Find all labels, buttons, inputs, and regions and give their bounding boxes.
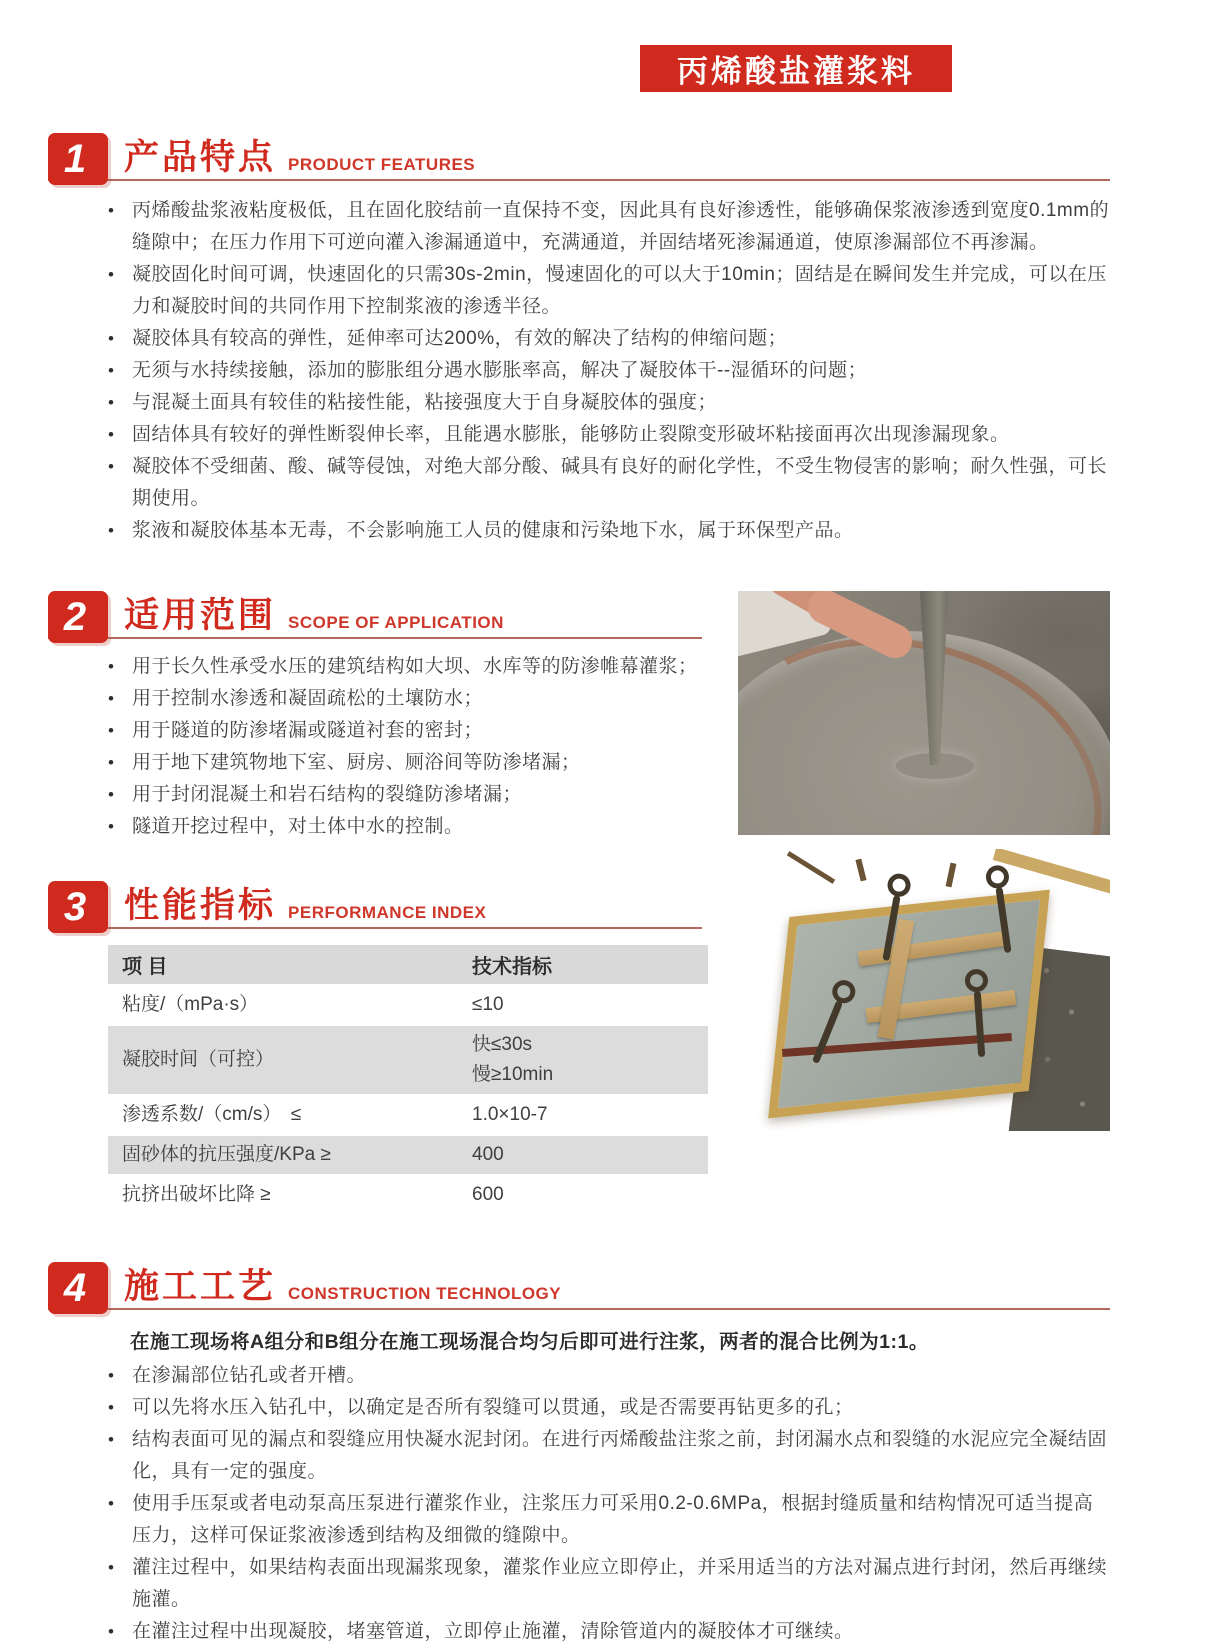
section-2-title: 适用范围 <box>124 596 277 635</box>
list-item: • 隧道开挖过程中，对土体中水的控制。 <box>104 811 702 843</box>
table-cell-value <box>458 1026 708 1094</box>
table-cell-value: 400 <box>458 1136 708 1174</box>
wood-stick <box>787 851 835 884</box>
table-row <box>108 1096 708 1134</box>
list-item: • 灌注过程中，如果结构表面出现漏浆现象，灌浆作业应立即停止，并采用适当的方法对漏点进行封闭，然后再继续施灌。 <box>104 1552 1110 1616</box>
list-item: • 用于地下建筑物地下室、厨房、厕浴间等防渗堵漏； <box>104 747 702 779</box>
section-4-number-badge: 4 <box>48 1262 108 1314</box>
section-1-subtitle: PRODUCT FEATURES <box>288 155 476 174</box>
section-3-subtitle: PERFORMANCE INDEX <box>288 903 487 922</box>
performance-table <box>108 943 708 1216</box>
list-item: • 用于隧道的防渗堵漏或隧道衬套的密封； <box>104 715 702 747</box>
list-item: • 浆液和凝胶体基本无毒，不会影响施工人员的健康和污染地下水，属于环保型产品。 <box>104 515 1110 547</box>
table-cell-item: 固砂体的抗压强度/KPa ≥ <box>108 1136 458 1174</box>
section-2-header <box>48 583 702 639</box>
table-row <box>108 986 708 1024</box>
section-3-number-badge: 3 <box>48 881 108 933</box>
list-item: • 凝胶体不受细菌、酸、碱等侵蚀，对绝大部分酸、碱具有良好的耐化学性，不受生物侵害的影响；耐久性强，可长期使用。 <box>104 451 1110 515</box>
table-cell-item: 凝胶时间（可控） <box>108 1026 458 1094</box>
section-4-subtitle: CONSTRUCTION TECHNOLOGY <box>288 1284 562 1303</box>
section-3-header <box>48 873 702 929</box>
table-cell-value: 600 <box>472 1184 504 1205</box>
formwork-photo <box>738 849 1110 1131</box>
construction-steps-list <box>104 1360 1110 1648</box>
list-item: • 用于封闭混凝土和岩石结构的裂缝防渗堵漏； <box>104 779 702 811</box>
table-row <box>108 1026 708 1094</box>
section-4-title: 施工工艺 <box>124 1267 277 1306</box>
list-item: • 在渗漏部位钻孔或者开槽。 <box>104 1360 1110 1392</box>
table-cell-item: 渗透系数/（cm/s） ≤ <box>122 1104 302 1125</box>
column-header-spec: 技术指标 <box>458 945 708 984</box>
list-item: • 可以先将水压入钻孔中，以确定是否所有裂缝可以贯通，或是否需要再钻更多的孔； <box>104 1392 1110 1424</box>
list-item: • 结构表面可见的漏点和裂缝应用快凝水泥封闭。在进行丙烯酸盐注浆之前，封闭漏水点和裂缝的水泥应完全凝结固化，具有一定的强度。 <box>104 1424 1110 1488</box>
section-product-features <box>48 125 1110 547</box>
table-cell-item: 粘度/（mPa·s） <box>122 994 259 1015</box>
column-header-item: 项 目 <box>108 945 458 984</box>
scope-list <box>104 651 702 843</box>
slurry-pour-photo <box>738 591 1110 835</box>
middle-left-column <box>48 583 702 1216</box>
product-title-banner: 丙烯酸盐灌浆料 <box>640 45 952 92</box>
section-1-header <box>48 125 1110 181</box>
table-row <box>108 1176 708 1214</box>
list-item: • 使用手压泵或者电动泵高压泵进行灌浆作业，注浆压力可采用0.2-0.6MPa，根据封缝质量和结构情况可适当提高压力，这样可保证浆液渗透到结构及细微的缝隙中。 <box>104 1488 1110 1552</box>
table-cell-item: 抗挤出破坏比降 ≥ <box>122 1184 271 1205</box>
wood-plank <box>993 849 1110 896</box>
list-item: • 在灌注过程中出现凝胶，堵塞管道，立即停止施灌，清除管道内的凝胶体才可继续。 <box>104 1616 1110 1648</box>
list-item: • 丙烯酸盐浆液粘度极低，且在固化胶结前一直保持不变，因此具有良好渗透性，能够确保浆液渗透到宽度0.1mm的缝隙中；在压力作用下可逆向灌入渗漏通道中，充满通道，并固结堵死渗漏通道，使原渗漏部位不再渗漏。 <box>104 195 1110 259</box>
section-construction-technology <box>48 1254 1110 1648</box>
construction-intro: 在施工现场将A组分和B组分在施工现场混合均匀后即可进行注浆，两者的混合比例为1:1。 <box>130 1331 929 1353</box>
table-header-row <box>108 945 708 984</box>
table-cell-value: ≤10 <box>472 994 504 1015</box>
value-line-slow: 慢≥10min <box>472 1064 554 1085</box>
wood-stick <box>946 863 957 888</box>
section-4-header <box>48 1254 1110 1310</box>
value-line-fast: 快≤30s <box>472 1034 533 1055</box>
table-row <box>108 1136 708 1174</box>
section-scope-of-application <box>48 583 702 843</box>
wood-stick <box>855 859 866 882</box>
list-item: • 用于控制水渗透和凝固疏松的土壤防水； <box>104 683 702 715</box>
section-2-subtitle: SCOPE OF APPLICATION <box>288 613 504 632</box>
list-item: • 固结体具有较好的弹性断裂伸长率，且能遇水膨胀，能够防止裂隙变形破坏粘接面再次出现渗漏现象。 <box>104 419 1110 451</box>
list-item: • 凝胶体具有较高的弹性，延伸率可达200%，有效的解决了结构的伸缩问题； <box>104 323 1110 355</box>
section-1-number-badge: 1 <box>48 133 108 185</box>
section-1-title: 产品特点 <box>124 138 277 177</box>
product-features-list <box>104 195 1110 547</box>
section-2-number-badge: 2 <box>48 591 108 643</box>
product-flyer <box>48 45 1110 1648</box>
list-item: • 凝胶固化时间可调，快速固化的只需30s-2min，慢速固化的可以大于10min；固结是在瞬间发生并完成，可以在压力和凝胶时间的共同作用下控制浆液的渗透半径。 <box>104 259 1110 323</box>
table-cell-value: 1.0×10-7 <box>472 1104 548 1125</box>
middle-two-column-area <box>48 583 1110 1216</box>
section-3-title: 性能指标 <box>124 886 277 925</box>
list-item: • 无须与水持续接触，添加的膨胀组分遇水膨胀率高，解决了凝胶体干--湿循环的问题； <box>104 355 1110 387</box>
list-item: • 与混凝土面具有较佳的粘接性能，粘接强度大于自身凝胶体的强度； <box>104 387 1110 419</box>
list-item: • 用于长久性承受水压的建筑结构如大坝、水库等的防渗帷幕灌浆； <box>104 651 702 683</box>
section-performance-index <box>48 873 702 1216</box>
photo-column <box>738 591 1110 1216</box>
